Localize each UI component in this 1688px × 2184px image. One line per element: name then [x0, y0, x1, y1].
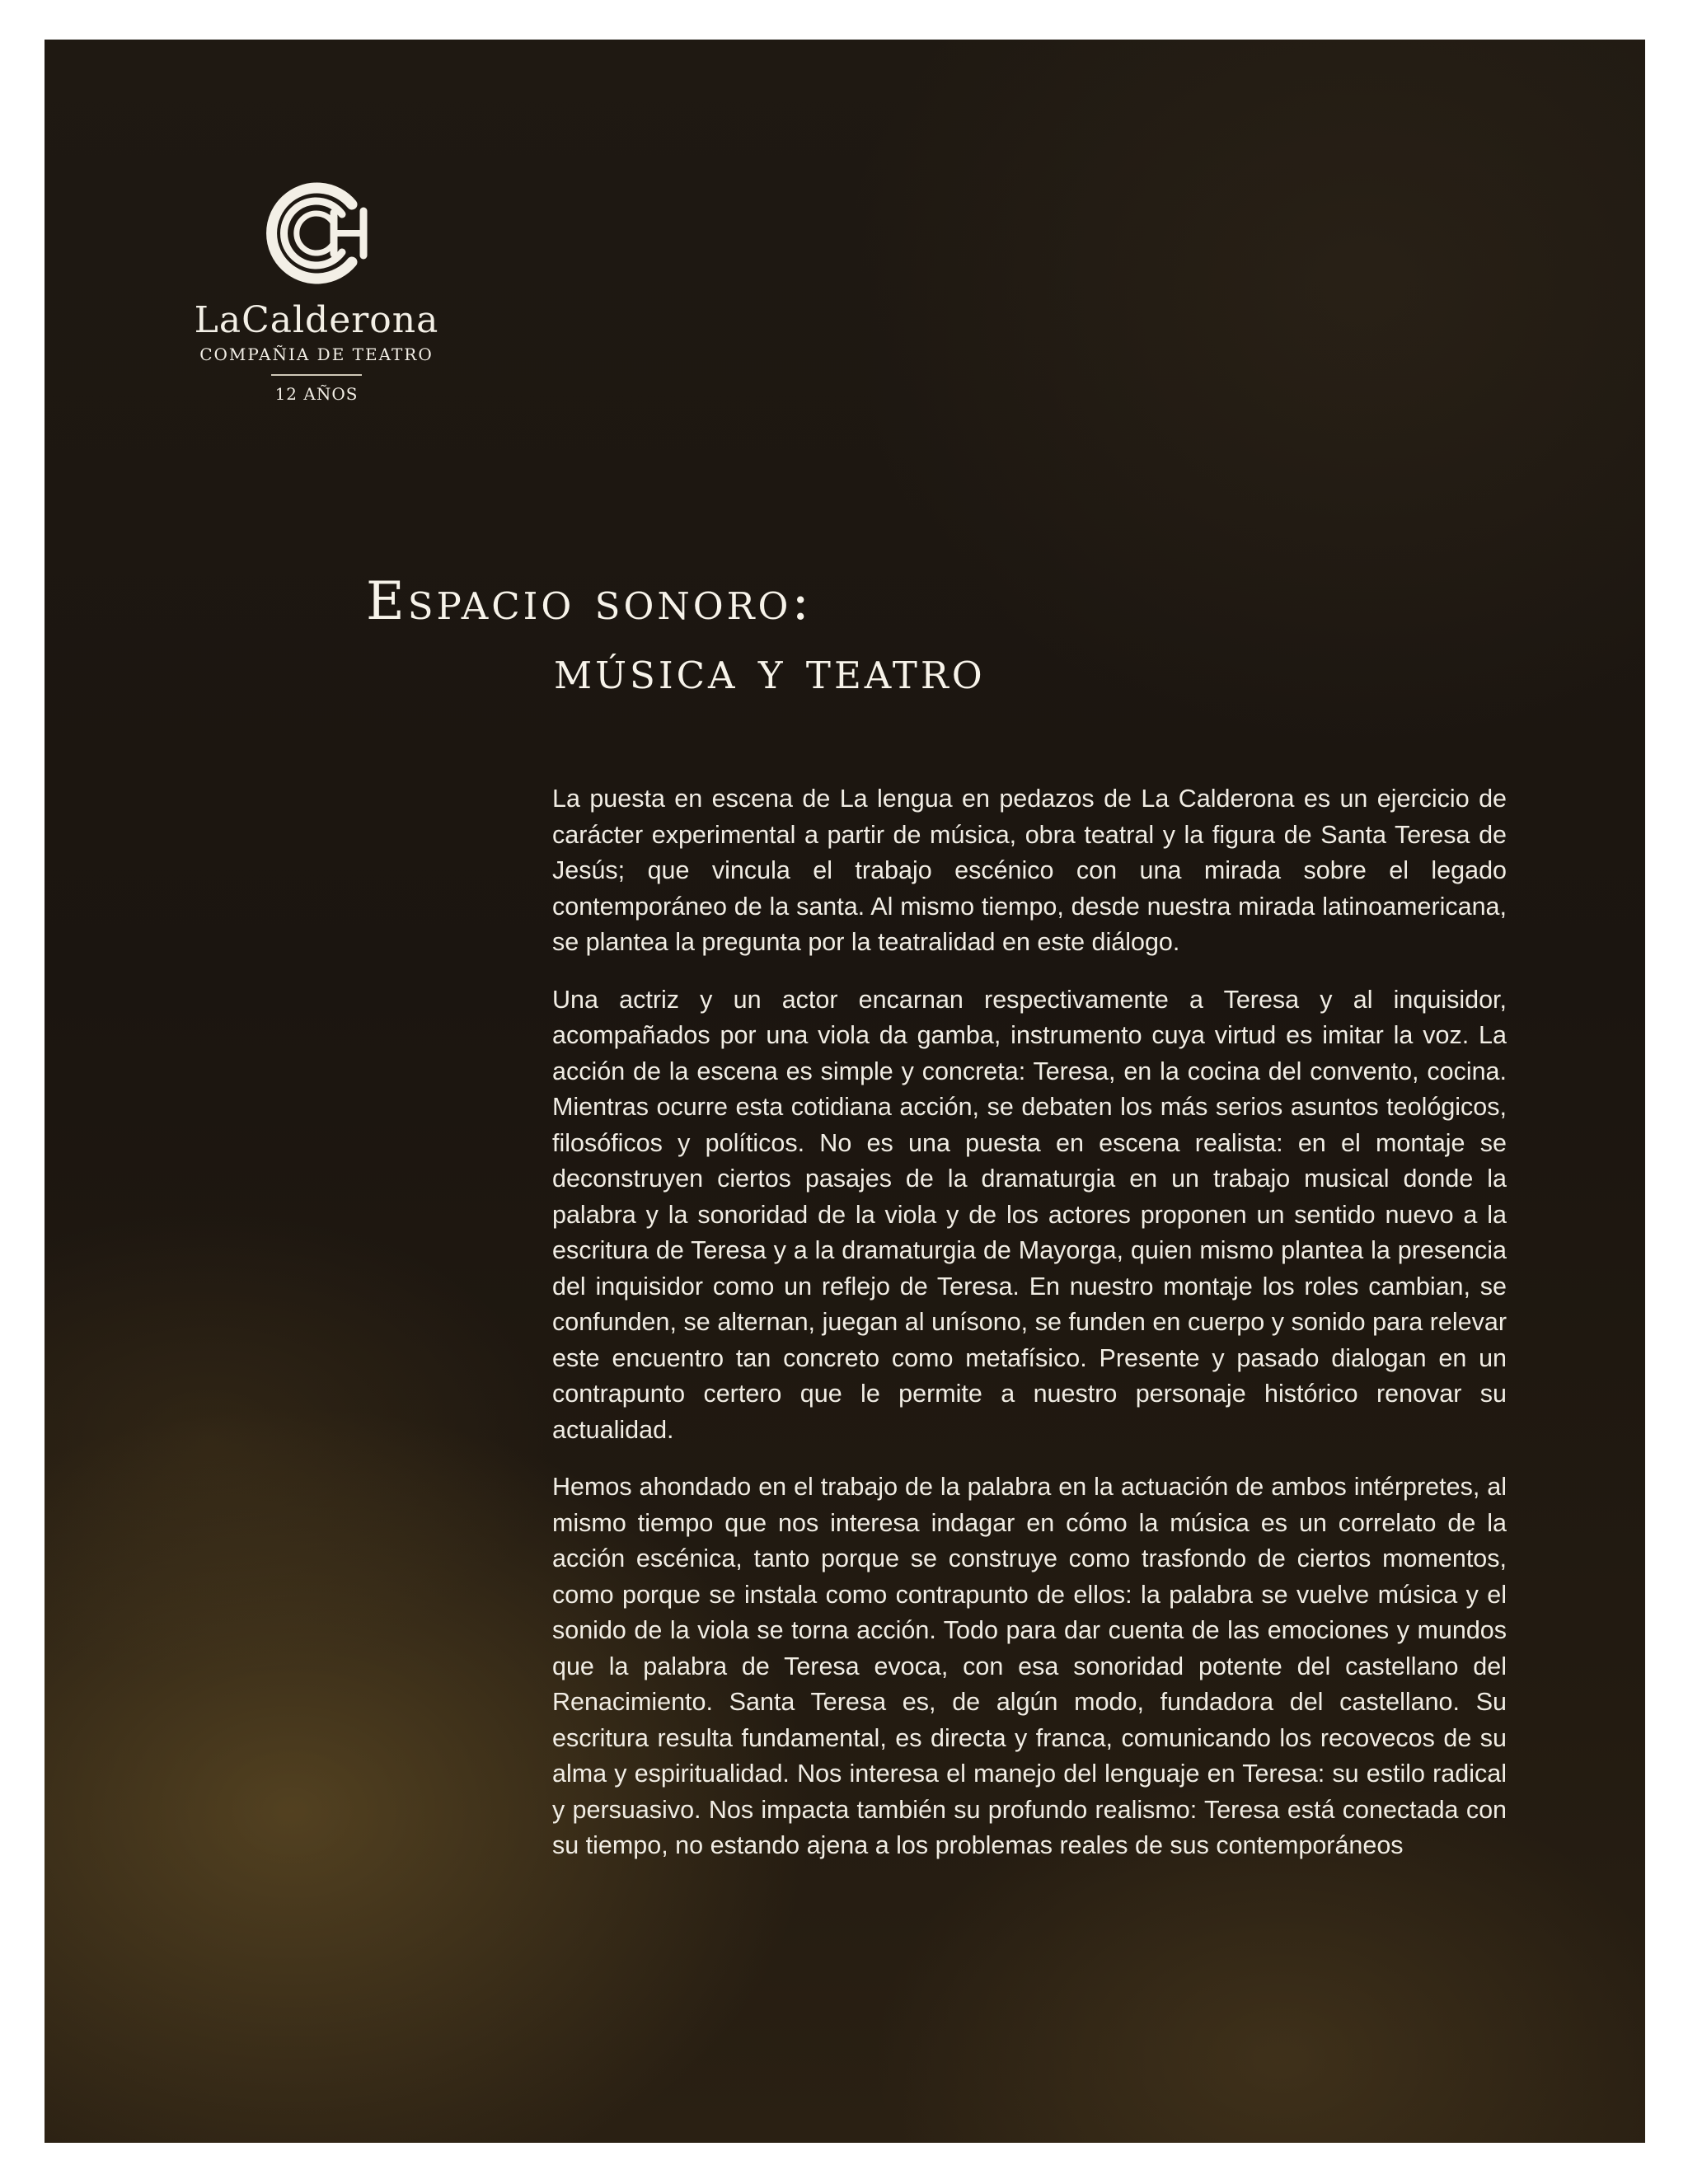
calderona-monogram-icon	[255, 171, 378, 295]
title-line-2: música y teatro	[554, 640, 986, 701]
logo-name: LaCalderona	[194, 299, 439, 341]
paragraph-3: Hemos ahondado en el trabajo de la palabra en la actuación de ambos intérpretes, al mismo tiempo que nos interesa indagar en cómo la música es un correlato de la acción escénica, tanto porque se construye como trasfondo de ciertos momentos, como porque se instala como contrapunto de ellos: la palabra se vuelve música y el sonido de la viola se torna acción. Todo para dar cuenta de las emociones y mundos que la palabra de Teresa evoca, con esa sonoridad potente del castellano del Renacimiento. Santa Teresa es, de algún modo, fundadora del castellano. Su escritura resulta fundamental, es directa y franca, comunicando los recovecos de su alma y espiritualidad. Nos interesa el manejo del lenguaje en Teresa: su estilo radical y persuasivo. Nos impacta también su profundo realismo: Teresa está conectada con su tiempo, no estando ajena a los problemas reales de sus contemporáneos	[552, 1473, 1507, 1859]
logo-divider	[271, 374, 362, 376]
paragraph-1: La puesta en escena de La lengua en pedazos de La Calderona es un ejercicio de carácter experimental a partir de música, obra teatral y la figura de Santa Teresa de Jesús; que vincula el trabajo escénico con una mirada sobre el legado contemporáneo de la santa. Al mismo tiempo, desde nuestra mirada latinoamericana, se plantea la pregunta por la teatralidad en este diálogo.	[552, 785, 1507, 956]
paragraph-2: Una actriz y un actor encarnan respectivamente a Teresa y al inquisidor, acompañados por una viola da gamba, instrumento cuya virtud es imitar la voz. La acción de la escena es simple y concreta: Teresa, en la cocina del convento, cocina. Mientras ocurre esta cotidiana acción, se debaten los más serios asuntos teológicos, filosóficos y políticos. No es una puesta en escena realista: en el montaje se deconstruyen ciertos pasajes de la dramaturgia en un trabajo musical donde la palabra y la sonoridad de la viola y de los actores proponen un sentido nuevo a la escritura de Teresa y a la dramaturgia de Mayorga, quien mismo plantea la presencia del inquisidor como un reflejo de Teresa. En nuestro montaje los roles cambian, se confunden, se alternan, juegan al unísono, se funden en cuerpo y sonido para relevar este encuentro tan concreto como metafísico. Presente y pasado dialogan en un contrapunto certero que le permite a nuestro personaje histórico renovar su actualidad.	[552, 985, 1507, 1444]
logo-years: 12 AÑOS	[274, 384, 359, 404]
page-background	[45, 40, 1645, 2143]
title-line-1: Espacio sonoro:	[366, 571, 813, 632]
page-title	[366, 567, 986, 705]
logo-subtitle: COMPAÑIA DE TEATRO	[199, 344, 434, 364]
article-body	[552, 781, 1507, 1886]
company-logo	[127, 171, 506, 404]
